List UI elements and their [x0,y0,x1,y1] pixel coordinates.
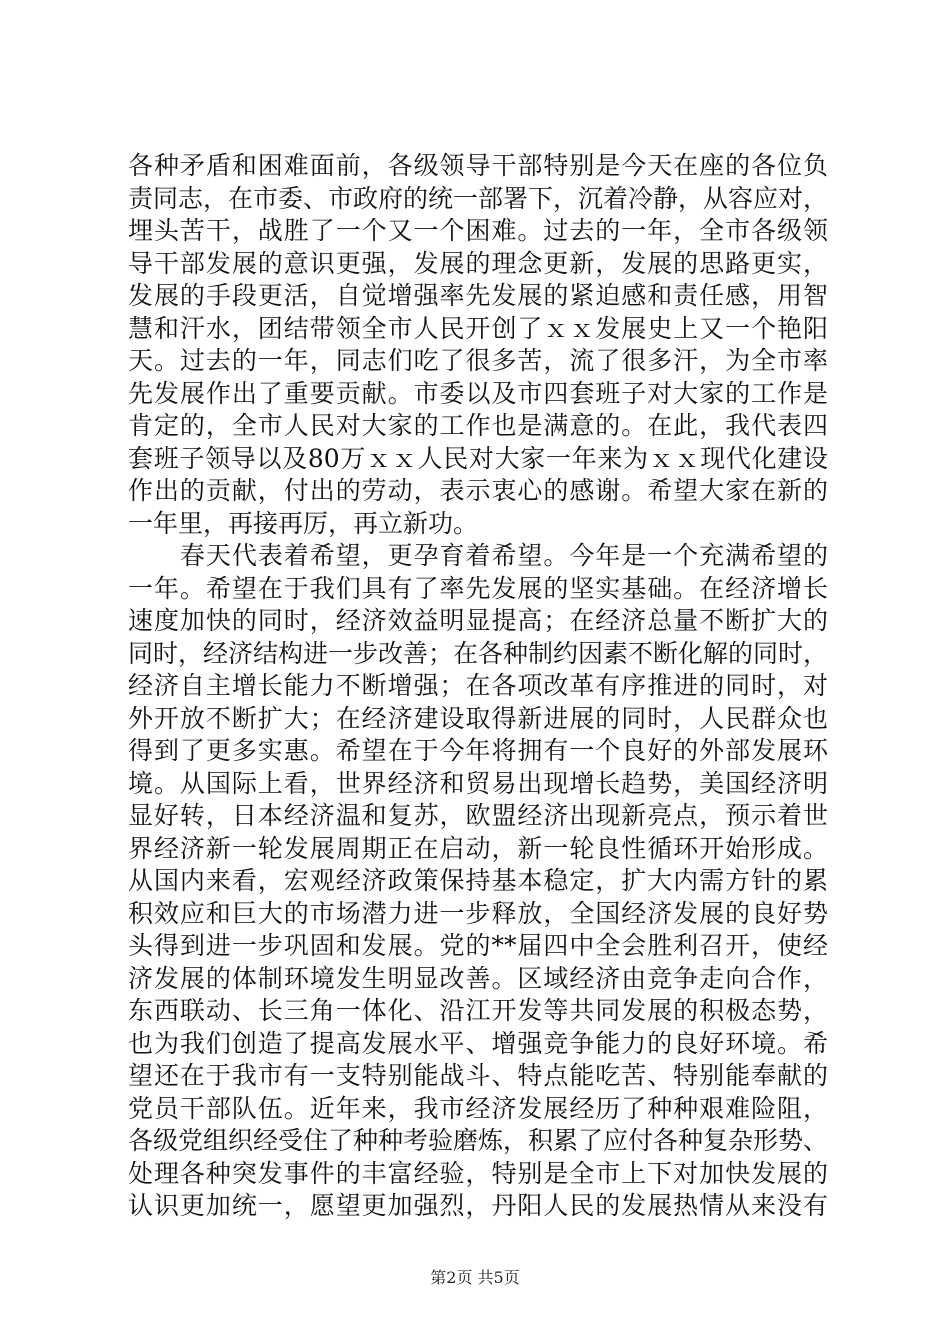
text-line: 得到了更多实惠。希望在于今年将拥有一个良好的外部发展环 [128,736,828,765]
text-line: 先发展作出了重要贡献。市委以及市四套班子对大家的工作是 [128,378,828,408]
text-line: 各级党组织经受住了种种考验磨炼，积累了应付各种复杂形势、 [128,1126,829,1155]
text-line: 界经济新一轮发展周期正在启动，新一轮良性循环开始形成。 [128,833,828,863]
text-line: 一年。希望在于我们具有了率先发展的坚实基础。在经济增长 [128,573,828,603]
document-body [128,150,828,1223]
text-line: 天。过去的一年，同志们吃了很多苦，流了很多汗，为全市率 [128,346,828,375]
text-line: 春天代表着希望，更孕育着希望。今年是一个充满希望的 [128,541,828,570]
text-line: 显好转，日本经济温和复苏，欧盟经济出现新亮点，预示着世 [128,801,828,830]
text-line: 望还在于我市有一支特别能战斗、特点能吃苦、特别能奉献的 [128,1061,828,1090]
text-line: 认识更加统一，愿望更加强烈，丹阳人民的发展热情从来没有 [128,1191,828,1220]
text-line: 各种矛盾和困难面前，各级领导干部特别是今天在座的各位负 [128,151,828,180]
text-line: 济发展的体制环境发生明显改善。区域经济由竞争走向合作， [128,963,828,993]
text-line: 处理各种突发事件的丰富经验，特别是全市上下对加快发展的 [128,1158,828,1188]
text-line: 积效应和巨大的市场潜力进一步释放，全国经济发展的良好势 [128,898,828,928]
text-line: 肯定的，全市人民对大家的工作也是满意的。在此，我代表四 [128,411,828,440]
text-line: 头得到进一步巩固和发展。党的**届四中全会胜利召开，使经 [128,931,828,960]
page-number-footer: 第2页 共5页 [430,1268,520,1287]
text-line: 境。从国际上看，世界经济和贸易出现增长趋势，美国经济明 [128,768,828,798]
paragraph-end-line: 一年里，再接再厉，再立新功。 [128,508,479,538]
text-line: 埋头苦干，战胜了一个又一个困难。过去的一年，全市各级领 [128,216,828,245]
text-line: 导干部发展的意识更强，发展的理念更新，发展的思路更实， [128,248,828,278]
text-line: 责同志，在市委、市政府的统一部署下，沉着冷静，从容应对， [128,183,829,213]
text-line: 东西联动、长三角一体化、沿江开发等共同发展的积极态势， [128,996,828,1025]
text-line: 慧和汗水，团结带领全市人民开创了ｘｘ发展史上又一个艳阳 [128,313,828,343]
text-line: 外开放不断扩大；在经济建设取得新进展的同时，人民群众也 [128,703,828,733]
text-line: 套班子领导以及80万ｘｘ人民对大家一年来为ｘｘ现代化建设 [128,443,828,473]
text-line: 从国内来看，宏观经济政策保持基本稳定，扩大内需方针的累 [128,866,828,895]
text-line: 经济自主增长能力不断增强；在各项改革有序推进的同时，对 [128,671,828,700]
text-line: 也为我们创造了提高发展水平、增强竞争能力的良好环境。希 [128,1028,828,1058]
text-line: 同时，经济结构进一步改善；在各种制约因素不断化解的同时， [128,638,829,668]
text-line: 党员干部队伍。近年来，我市经济发展经历了种种艰难险阻， [128,1093,828,1123]
text-line: 作出的贡献，付出的劳动，表示衷心的感谢。希望大家在新的 [128,476,828,505]
text-line: 发展的手段更活，自觉增强率先发展的紧迫感和责任感，用智 [128,281,828,310]
text-line: 速度加快的同时，经济效益明显提高；在经济总量不断扩大的 [128,606,828,635]
